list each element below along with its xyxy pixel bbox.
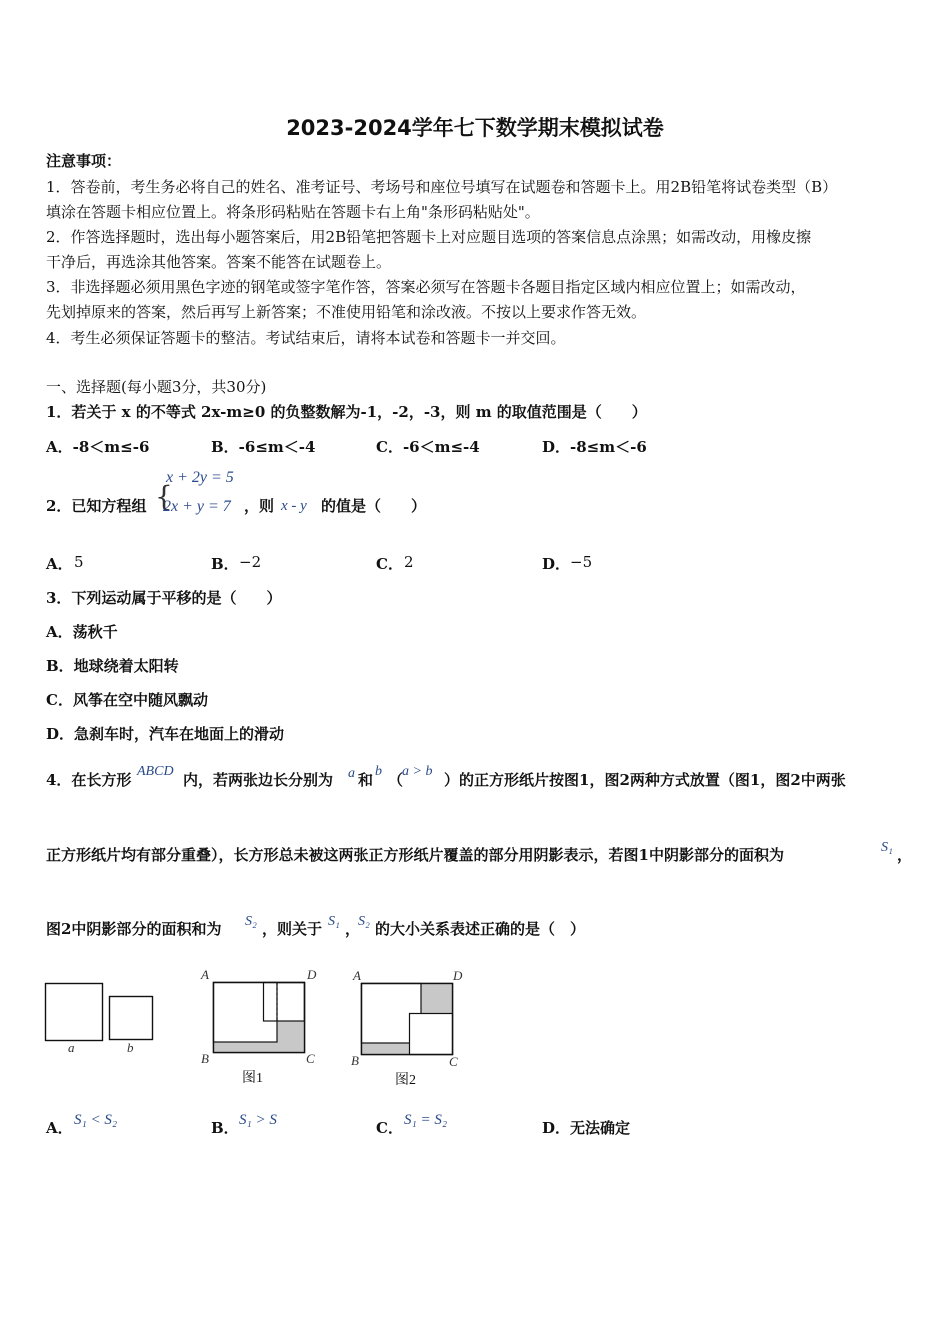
question-2-mid: ，则 <box>244 497 275 515</box>
question-4-line3b: ，则关于 <box>262 920 323 938</box>
question-2-prefix: 2．已知方程组 <box>46 497 147 515</box>
q3-option-c: C．风筝在空中随风飘动 <box>46 691 208 709</box>
question-4-part1: 4．在长方形 <box>46 771 132 789</box>
q4-option-c-value: S₁ = S₂ <box>404 1112 448 1128</box>
question-4-comma: ， <box>897 846 913 864</box>
figure-1-caption: 图1 <box>242 1071 263 1086</box>
expression-x-minus-y: x - y <box>281 498 307 514</box>
q2-option-a-value: 5 <box>74 553 84 571</box>
symbol-s2: S₂ <box>245 914 257 929</box>
q2-option-c-letter: C． <box>376 555 403 573</box>
vertex-b: B <box>201 1051 209 1066</box>
question-2-suffix: 的值是（ ） <box>321 497 427 515</box>
notice-line: 1．答卷前，考生务必将自己的姓名、准考证号、考场号和座位号填写在试题卷和答题卡上。用2B铅笔将试卷类型（B） <box>46 178 838 196</box>
var-a: a <box>348 766 355 781</box>
brace-symbol: { <box>155 480 173 513</box>
q1-option-c: C．-6＜m≤-4 <box>376 438 480 456</box>
notice-heading: 注意事项： <box>46 152 122 170</box>
q4-option-d-letter: D． <box>542 1119 571 1137</box>
q3-option-b: B．地球绕着太阳转 <box>46 657 179 675</box>
question-1-stem: 1．若关于 x 的不等式 2x-m≥0 的负整数解为-1，-2，-3，则 m 的取值范围是（ ） <box>46 403 647 421</box>
question-4-and: 和 <box>358 771 374 789</box>
q2-option-b-letter: B． <box>211 555 239 573</box>
q2-option-d-letter: D． <box>542 555 571 573</box>
symbol-s1: S₁ <box>328 914 340 929</box>
question-3-stem: 3．下列运动属于平移的是（ ） <box>46 589 282 607</box>
notice-line: 填涂在答题卡相应位置上。将条形码粘贴在答题卡右上角"条形码粘贴处"。 <box>46 203 540 221</box>
rectangle-abcd-label: ABCD <box>137 764 174 779</box>
notice-line: 干净后，再选涂其他答案。答案不能答在试题卷上。 <box>46 253 392 271</box>
q4-option-a-value: S₁ < S₂ <box>74 1112 118 1128</box>
q2-option-d-value: −5 <box>570 553 593 571</box>
question-4-line2: 正方形纸片均有部分重叠），长方形总未被这两张正方形纸片覆盖的部分用阴影表示，若图1中阴影部分的面积为 <box>46 846 784 864</box>
q2-option-b-value: −2 <box>239 553 262 571</box>
square-a <box>46 984 103 1041</box>
figure-2-shade-bottom <box>362 1043 410 1055</box>
q4-option-c-letter: C． <box>376 1119 403 1137</box>
q3-option-a: A．荡秋千 <box>46 623 118 641</box>
q1-option-a: A．-8＜m≤-6 <box>46 438 150 456</box>
question-4-sep: ， <box>345 920 361 938</box>
vertex-b: B <box>351 1053 359 1068</box>
condition-a-gt-b: a > b <box>402 764 433 779</box>
system-equation-2: 2x + y = 7 <box>163 498 231 515</box>
figure-2-shade-top <box>421 984 453 1014</box>
label-b: b <box>127 1040 134 1055</box>
figure-2-caption: 图2 <box>395 1073 416 1088</box>
vertex-c: C <box>449 1054 458 1069</box>
question-4-line3c: 的大小关系表述正确的是（ ） <box>375 920 586 938</box>
q1-option-b: B．-6≤m＜-4 <box>211 438 316 456</box>
vertex-d: D <box>453 968 463 983</box>
label-a: a <box>68 1040 75 1055</box>
notice-line: 4．考生必须保证答题卡的整洁。考试结束后，请将本试卷和答题卡一并交回。 <box>46 329 566 347</box>
q3-option-d: D．急刹车时，汽车在地面上的滑动 <box>46 725 285 743</box>
q4-option-b-value: S₁ > S <box>239 1112 277 1128</box>
q2-option-a-letter: A． <box>46 555 73 573</box>
square-b <box>110 997 153 1040</box>
q4-option-d-value: 无法确定 <box>570 1119 631 1137</box>
vertex-a: A <box>353 968 361 983</box>
notice-line: 3．非选择题必须用黑色字迹的钢笔或签字笔作答，答案必须写在答题卡各题目指定区域内相应位置上；如需改动， <box>46 278 806 296</box>
figure-1-shade-right <box>277 1021 305 1053</box>
system-equation-1: x + 2y = 5 <box>166 469 234 486</box>
question-4-part3: ）的正方形纸片按图1，图2两种方式放置（图1，图2中两张 <box>444 771 846 789</box>
question-4-part2: 内，若两张边长分别为 <box>183 771 334 789</box>
q4-figures <box>40 960 480 1092</box>
figure-2 <box>351 968 463 1088</box>
page-title: 2023-2024学年七下数学期末模拟试卷 <box>286 116 664 140</box>
q1-option-d: D．-8≤m＜-6 <box>542 438 647 456</box>
q4-option-a-letter: A． <box>46 1119 73 1137</box>
notice-line: 先划掉原来的答案，然后再写上新答案；不准使用铅笔和涂改液。不按以上要求作答无效。 <box>46 303 647 321</box>
vertex-d: D <box>307 967 317 982</box>
figure-1 <box>200 967 317 1086</box>
symbol-s1: S₁ <box>881 840 893 855</box>
question-4-line3a: 图2中阴影部分的面积和为 <box>46 920 222 938</box>
var-b: b <box>375 764 382 779</box>
vertex-a: A <box>201 967 209 982</box>
q4-option-b-letter: B． <box>211 1119 239 1137</box>
vertex-c: C <box>306 1051 315 1066</box>
notice-line: 2．作答选择题时，选出每小题答案后，用2B铅笔把答题卡上对应题目选项的答案信息点涂黑；如需改动，用橡皮擦 <box>46 228 812 246</box>
section-heading: 一、选择题(每小题3分，共30分) <box>46 378 267 396</box>
symbol-s2: S₂ <box>358 914 370 929</box>
q2-option-c-value: 2 <box>404 553 414 571</box>
question-4-lparen: （ <box>388 771 404 789</box>
